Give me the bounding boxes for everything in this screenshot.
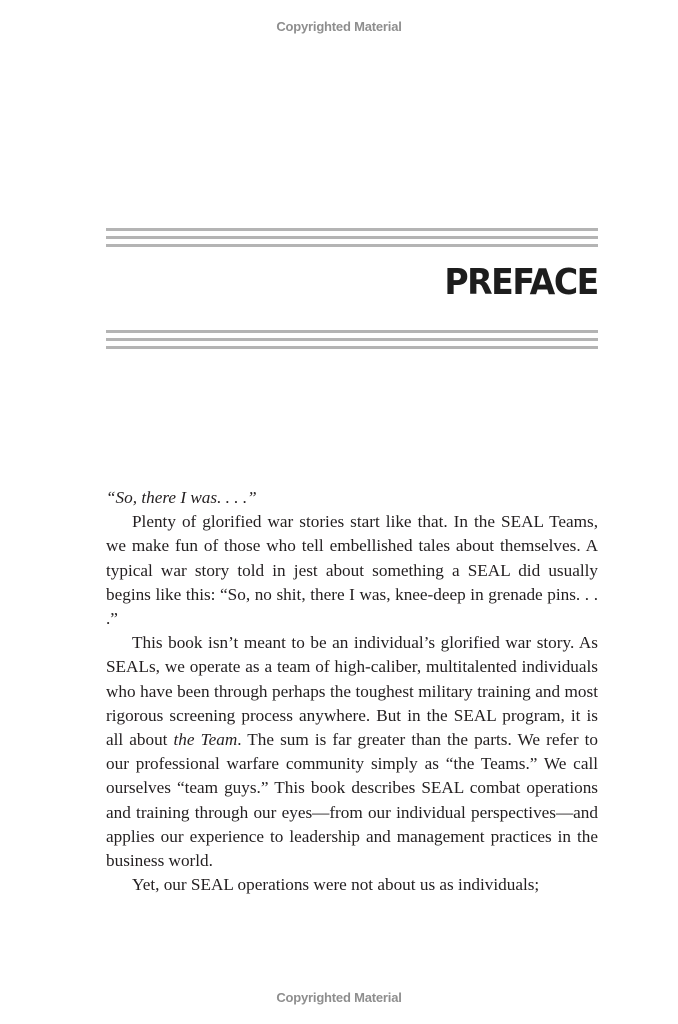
paragraph: Plenty of glorified war stories start like that. In the SEAL Teams, we make fun of those who tell embellished tales about themselves. A typical war story told in jest about something a SEAL did usually begins like this: “So, no shit, there I was, knee-deep in grenade pins. . . .”: [106, 512, 598, 629]
rule-line: [106, 338, 598, 341]
chapter-title: PREFACE: [444, 262, 598, 303]
rule-line: [106, 228, 598, 231]
emphasized-text: the Team: [173, 730, 238, 750]
paragraph: [106, 631, 598, 873]
opening-line: “So, there I was. . . .”: [106, 488, 257, 507]
paragraph-text: . The sum is far greater than the parts. We refer to our professional warfare community simply as “the Teams.” We call ourselves “team guys.” This book describes SEAL combat operations and training through our eyes—from our individual perspectives—and applies our experience to leadership and management practices in the business world.: [106, 730, 598, 871]
preface-body: [106, 486, 598, 897]
title-rule-bottom: [106, 330, 598, 354]
copyright-watermark-bottom: Copyrighted Material: [276, 990, 402, 1005]
rule-line: [106, 330, 598, 333]
title-rule-top: [106, 228, 598, 252]
rule-line: [106, 346, 598, 349]
rule-line: [106, 236, 598, 239]
rule-line: [106, 244, 598, 247]
paragraph-text: This book isn’t meant to be an individual’s glorified war story. As SEALs, we operate as a team of high-caliber, multitalented individuals who have been through perhaps the toughest military training and most rigorous screening process anywhere. But in the SEAL program, it is all about: [106, 633, 598, 750]
copyright-watermark-top: Copyrighted Material: [276, 19, 402, 34]
paragraph: Yet, our SEAL operations were not about us as individuals;: [132, 875, 540, 895]
